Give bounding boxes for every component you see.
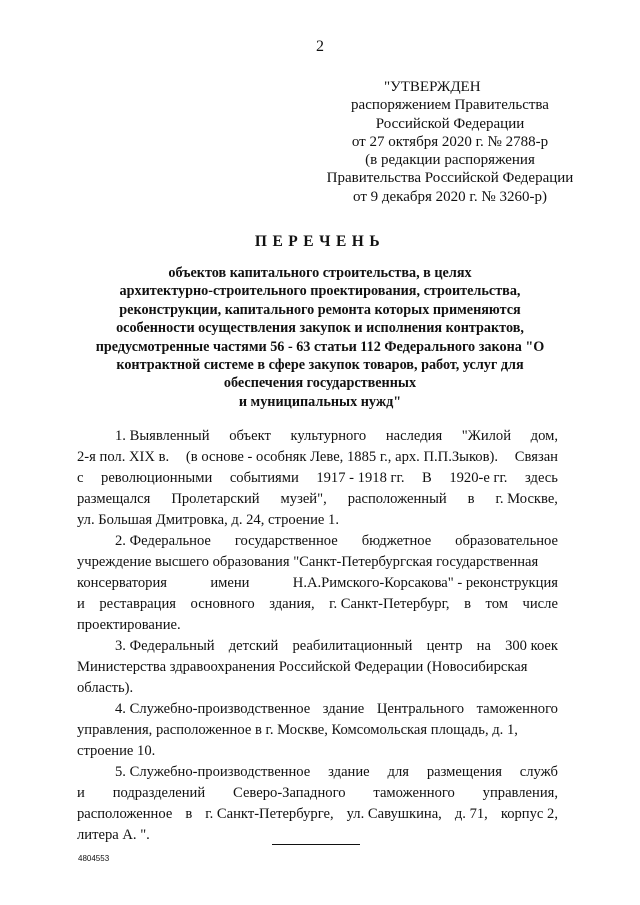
word: 1917 - 1918 гг. xyxy=(316,470,405,486)
document-heading: ПЕРЕЧЕНЬ xyxy=(254,233,386,250)
list-item-line xyxy=(77,783,558,804)
list-item-line xyxy=(77,678,558,699)
word: (в основе - особняк Леве, 1885 г., арх. П.П.Зыков). xyxy=(185,449,499,465)
approval-title: "УТВЕРЖДЕН xyxy=(384,79,481,95)
word: ул. Большая Дмитровка, д. 24, строение 1. xyxy=(77,512,340,528)
word: проектирование. xyxy=(77,617,181,633)
subtitle-line: предусмотренные частями 56 - 63 статьи 112 Федерального закона "О xyxy=(95,338,545,355)
word: объект xyxy=(229,428,271,444)
document-code: 4804553 xyxy=(78,854,110,863)
word: корпус 2, xyxy=(500,806,558,822)
word: здания, xyxy=(269,596,315,612)
word: 4. Служебно-производственное xyxy=(115,701,311,717)
document-subtitle xyxy=(60,264,580,411)
word: наследия xyxy=(385,428,443,444)
subtitle-line: архитектурно-строительного проектирования, строительства, xyxy=(119,283,521,300)
subtitle-line: объектов капитального строительства, в целях xyxy=(168,265,472,281)
list-item xyxy=(77,636,558,699)
approval-line: от 27 октября 2020 г. № 2788-р xyxy=(351,133,549,150)
word: Центрального xyxy=(376,701,465,717)
word: 300 коек xyxy=(505,638,558,654)
list-item-line xyxy=(77,531,558,552)
word: здание xyxy=(322,701,365,717)
word: в xyxy=(464,596,472,612)
word: числе xyxy=(522,596,558,612)
footer-divider xyxy=(272,844,360,845)
list-item-line xyxy=(77,720,558,741)
list-item xyxy=(77,426,558,531)
list-item-line xyxy=(77,510,558,531)
word: реставрация xyxy=(99,596,176,612)
subtitle-line: контрактной системе в сфере закупок товаров, работ, услуг для xyxy=(116,357,524,374)
list-item-line xyxy=(77,699,558,720)
word: Министерства здравоохранения Российской Федерации (Новосибирская xyxy=(77,659,528,675)
subtitle-line: и муниципальных нужд" xyxy=(238,393,402,410)
word: имени xyxy=(210,575,250,591)
list-item-line xyxy=(77,804,558,825)
word: литера А. ". xyxy=(77,827,150,843)
word: музей", xyxy=(280,491,327,507)
word: "Жилой xyxy=(461,428,512,444)
word: с xyxy=(77,470,84,486)
list-item-line xyxy=(77,468,558,489)
list-item-line xyxy=(77,489,558,510)
word: Северо-Западного xyxy=(233,785,346,801)
approval-line: Российской Федерации xyxy=(375,115,525,132)
word: подразделений xyxy=(112,785,206,801)
word: культурного xyxy=(290,428,367,444)
approval-line: распоряжением Правительства xyxy=(351,97,549,114)
word: детский xyxy=(228,638,279,654)
word: основного xyxy=(190,596,255,612)
word: В xyxy=(422,470,432,486)
word: государственное xyxy=(234,533,338,549)
word: таможенного xyxy=(476,701,558,717)
list-item xyxy=(77,699,558,762)
subtitle-line: реконструкции, капитального ремонта которых применяются xyxy=(119,301,521,318)
subtitle-line: обеспечения государственных xyxy=(223,375,417,392)
word: область). xyxy=(77,680,134,696)
subtitle-line: особенности осуществления закупок и исполнения контрактов, xyxy=(116,320,524,337)
word: образовательное xyxy=(455,533,558,549)
word: г. Москве, xyxy=(495,491,558,507)
word: здесь xyxy=(525,470,558,486)
word: консерватория xyxy=(77,575,167,591)
list-item xyxy=(77,531,558,636)
word: 2-я пол. XIX в. xyxy=(77,449,170,465)
list-item-line xyxy=(77,636,558,657)
word: событиями xyxy=(229,470,299,486)
word: бюджетное xyxy=(361,533,432,549)
approval-stamp xyxy=(300,78,600,206)
word: расположенный xyxy=(347,491,447,507)
word: размещения xyxy=(426,764,502,780)
word: д. 71, xyxy=(454,806,488,822)
word: 2. Федеральное xyxy=(115,533,211,549)
word: 3. Федеральный xyxy=(115,638,215,654)
list-item-line xyxy=(77,741,558,762)
list-item-line xyxy=(77,615,558,636)
word: размещался xyxy=(77,491,151,507)
word: управления, xyxy=(482,785,558,801)
word: 5. Служебно-производственное xyxy=(115,764,311,780)
approval-line: (в редакции распоряжения xyxy=(365,152,535,169)
object-list xyxy=(77,426,558,846)
word: управления, расположенное в г. Москве, Комсомольская площадь, д. 1, xyxy=(77,722,518,738)
word: и xyxy=(77,596,85,612)
word: Связан xyxy=(514,449,558,465)
approval-line: от 9 декабря 2020 г. № 3260-р) xyxy=(353,188,547,205)
list-item-line xyxy=(77,594,558,615)
word: 1920-е гг. xyxy=(449,470,508,486)
list-item-line xyxy=(77,426,558,447)
word: и xyxy=(77,785,85,801)
word: расположенное xyxy=(77,806,173,822)
list-item-line xyxy=(77,552,558,573)
list-item-line xyxy=(77,447,558,468)
word: для xyxy=(387,764,409,780)
word: дом, xyxy=(530,428,558,444)
word: центр xyxy=(426,638,463,654)
word: г. Санкт-Петербурге, xyxy=(205,806,334,822)
list-item-line xyxy=(77,657,558,678)
word: 1. Выявленный xyxy=(115,428,210,444)
page-number: 2 xyxy=(316,38,324,55)
list-item-line xyxy=(77,825,558,846)
word: здание xyxy=(328,764,370,780)
word: реабилитационный xyxy=(292,638,413,654)
word: строение 10. xyxy=(77,743,156,759)
word: служб xyxy=(519,764,558,780)
approval-line: Правительства Российской Федерации xyxy=(326,170,574,187)
list-item-line xyxy=(77,762,558,783)
word: ул. Савушкина, xyxy=(346,806,442,822)
word: на xyxy=(476,638,491,654)
word: Пролетарский xyxy=(171,491,260,507)
word: учреждение высшего образования "Санкт-Петербургская государственная xyxy=(77,554,539,570)
list-item-line xyxy=(77,573,558,594)
word: революционными xyxy=(101,470,213,486)
word: таможенного xyxy=(373,785,455,801)
word: том xyxy=(485,596,508,612)
word: в xyxy=(467,491,475,507)
word: в xyxy=(185,806,193,822)
list-item xyxy=(77,762,558,846)
word: Н.А.Римского-Корсакова" - реконструкция xyxy=(292,575,558,591)
word: г. Санкт-Петербург, xyxy=(329,596,450,612)
